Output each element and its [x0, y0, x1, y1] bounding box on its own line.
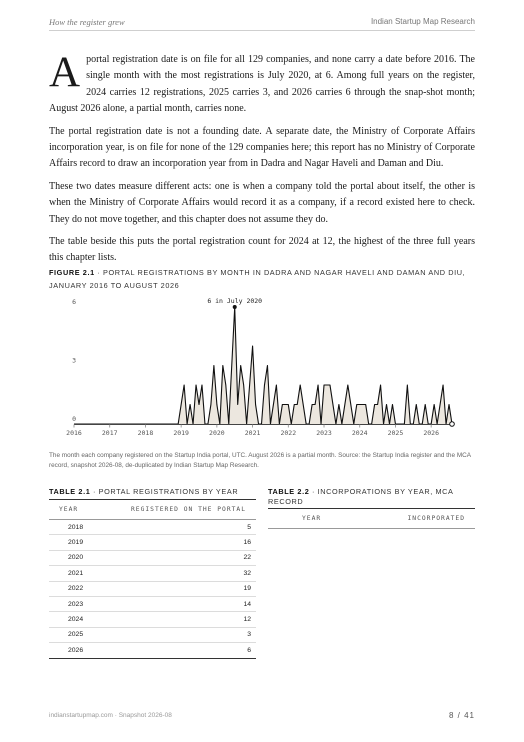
table-cell-year: 2024 [49, 612, 96, 627]
table-cell-year: 2025 [49, 627, 96, 642]
table1-caption: TABLE 2.1 · PORTAL REGISTRATIONS BY YEAR [49, 487, 239, 496]
registrations-chart [49, 296, 475, 442]
table2-header-row [268, 509, 475, 529]
table-cell-year: 2023 [49, 596, 96, 611]
x-tick-label: 2018 [137, 429, 154, 437]
peak-annotation: 6 in July 2020 [207, 297, 263, 305]
paragraph-4: The table beside this puts the portal registration count for 2024 at 12, the highest of the three full years this chapter lists. [49, 236, 475, 264]
running-head-publisher: Indian Startup Map Research [370, 17, 475, 26]
last-point-marker [450, 422, 455, 427]
table-cell-year: 2019 [49, 535, 96, 550]
table-row [49, 581, 256, 596]
table1-caption-text: PORTAL REGISTRATIONS BY YEAR [98, 487, 239, 496]
x-tick-label: 2024 [351, 429, 368, 437]
figure-caption-text: PORTAL REGISTRATIONS BY MONTH IN DADRA AND NAGAR HAVELI AND DAMAN AND DIU, JANUARY 2016 TO AUGUST 2026 [49, 268, 466, 290]
body-text [49, 49, 475, 273]
table-cell-value: 14 [96, 596, 256, 611]
x-tick-label: 2020 [209, 429, 225, 437]
x-tick-label: 2025 [387, 429, 404, 437]
table2-caption-text: INCORPORATIONS BY YEAR, MCA RECORD [268, 487, 454, 506]
table-row [49, 520, 256, 535]
table2-caption: TABLE 2.2 · INCORPORATIONS BY YEAR, MCA RECORD [268, 487, 454, 506]
table-cell-year: 2021 [49, 566, 96, 581]
x-tick-label: 2019 [173, 429, 189, 437]
table1-label: TABLE 2.1 [49, 487, 91, 496]
table2-label: TABLE 2.2 [268, 487, 310, 496]
table-incorporations-by-year [268, 508, 475, 529]
table2-col-value: INCORPORATED [361, 509, 475, 529]
paragraph-1-text: portal registration date is on file for all 129 companies, and none carry a date before 2016. The single month with the most registrations is July 2020, at 6. Among full years on the register, 2024 carries 12 registrations, 2025 carries 3, and 2026 carries 6 through the snap-shot month; August 2026 alone, a partial month, carries none. [49, 54, 475, 115]
y-tick-label: 3 [72, 356, 76, 365]
table-cell-year: 2018 [49, 520, 96, 535]
table-row [49, 612, 256, 627]
figure-caption: FIGURE 2.1 · PORTAL REGISTRATIONS BY MONTH IN DADRA AND NAGAR HAVELI AND DAMAN AND DIU, JANUARY 2016 TO AUGUST 2026 [49, 268, 466, 290]
drop-cap: A [49, 49, 81, 96]
table-cell-value: 5 [96, 520, 256, 535]
paragraph-3: These two dates measure different acts: one is when a company told the portal about itself, the other is when the Ministry of Corporate Affairs would record it as a company, if a record existed here to check. They do not move together, and this chapter does not assume they do. [49, 180, 475, 225]
registrations-chart-svg [49, 296, 475, 442]
figure-label: FIGURE 2.1 [49, 268, 95, 277]
table-registrations-by-year [49, 499, 256, 659]
table-cell-value: 22 [96, 550, 256, 565]
x-tick-label: 2022 [280, 429, 297, 437]
table-row [49, 566, 256, 581]
running-head-chapter: How the register grew [49, 17, 125, 27]
table-cell-value: 19 [96, 581, 256, 596]
x-tick-label: 2017 [101, 429, 118, 437]
y-tick-label: 6 [72, 298, 76, 306]
table1-col-value: REGISTERED ON THE PORTAL [96, 500, 256, 520]
peak-marker [233, 305, 237, 309]
table1-header-row [49, 500, 256, 520]
table-cell-value: 32 [96, 566, 256, 581]
table-cell-value: 12 [96, 612, 256, 627]
header-rule [49, 30, 475, 31]
table1-col-year: YEAR [49, 500, 96, 520]
x-tick-label: 2026 [423, 429, 439, 437]
x-tick-label: 2023 [316, 429, 332, 437]
table-cell-value: 3 [96, 627, 256, 642]
page-number: 8 / 41 [448, 711, 475, 720]
table-cell-year: 2026 [49, 643, 96, 658]
footer-site: indianstartupmap.com · Snapshot 2026-08 [49, 712, 172, 719]
table-cell-year: 2022 [49, 581, 96, 596]
paragraph-1 [49, 49, 475, 118]
table-row [49, 550, 256, 565]
figure-source-note: The month each company registered on the Startup India portal, UTC. August 2026 is a partial month. Source: the Startup India register and the MCA record, snapshot 2026-08, de-duplicated by Indian Startup Map Research. [49, 452, 471, 469]
table-row [49, 535, 256, 550]
table-row [49, 643, 256, 658]
table-row [49, 596, 256, 611]
x-tick-label: 2016 [66, 429, 82, 437]
table-cell-value: 6 [96, 643, 256, 658]
table-row [49, 627, 256, 642]
table-cell-year: 2020 [49, 550, 96, 565]
paragraph-2: The portal registration date is not a founding date. A separate date, the Ministry of Corporate Affairs incorporation year, is on file for none of the 129 companies here; this report has no Ministry of Corporate Affairs record to draw an incorporation year from in Dadra and Nagar Haveli and Daman and Diu. [49, 125, 475, 170]
y-tick-label: 0 [72, 415, 76, 423]
x-tick-label: 2021 [244, 429, 261, 437]
series-line [74, 307, 452, 424]
table-cell-value: 16 [96, 535, 256, 550]
table2-col-year: YEAR [268, 509, 361, 529]
